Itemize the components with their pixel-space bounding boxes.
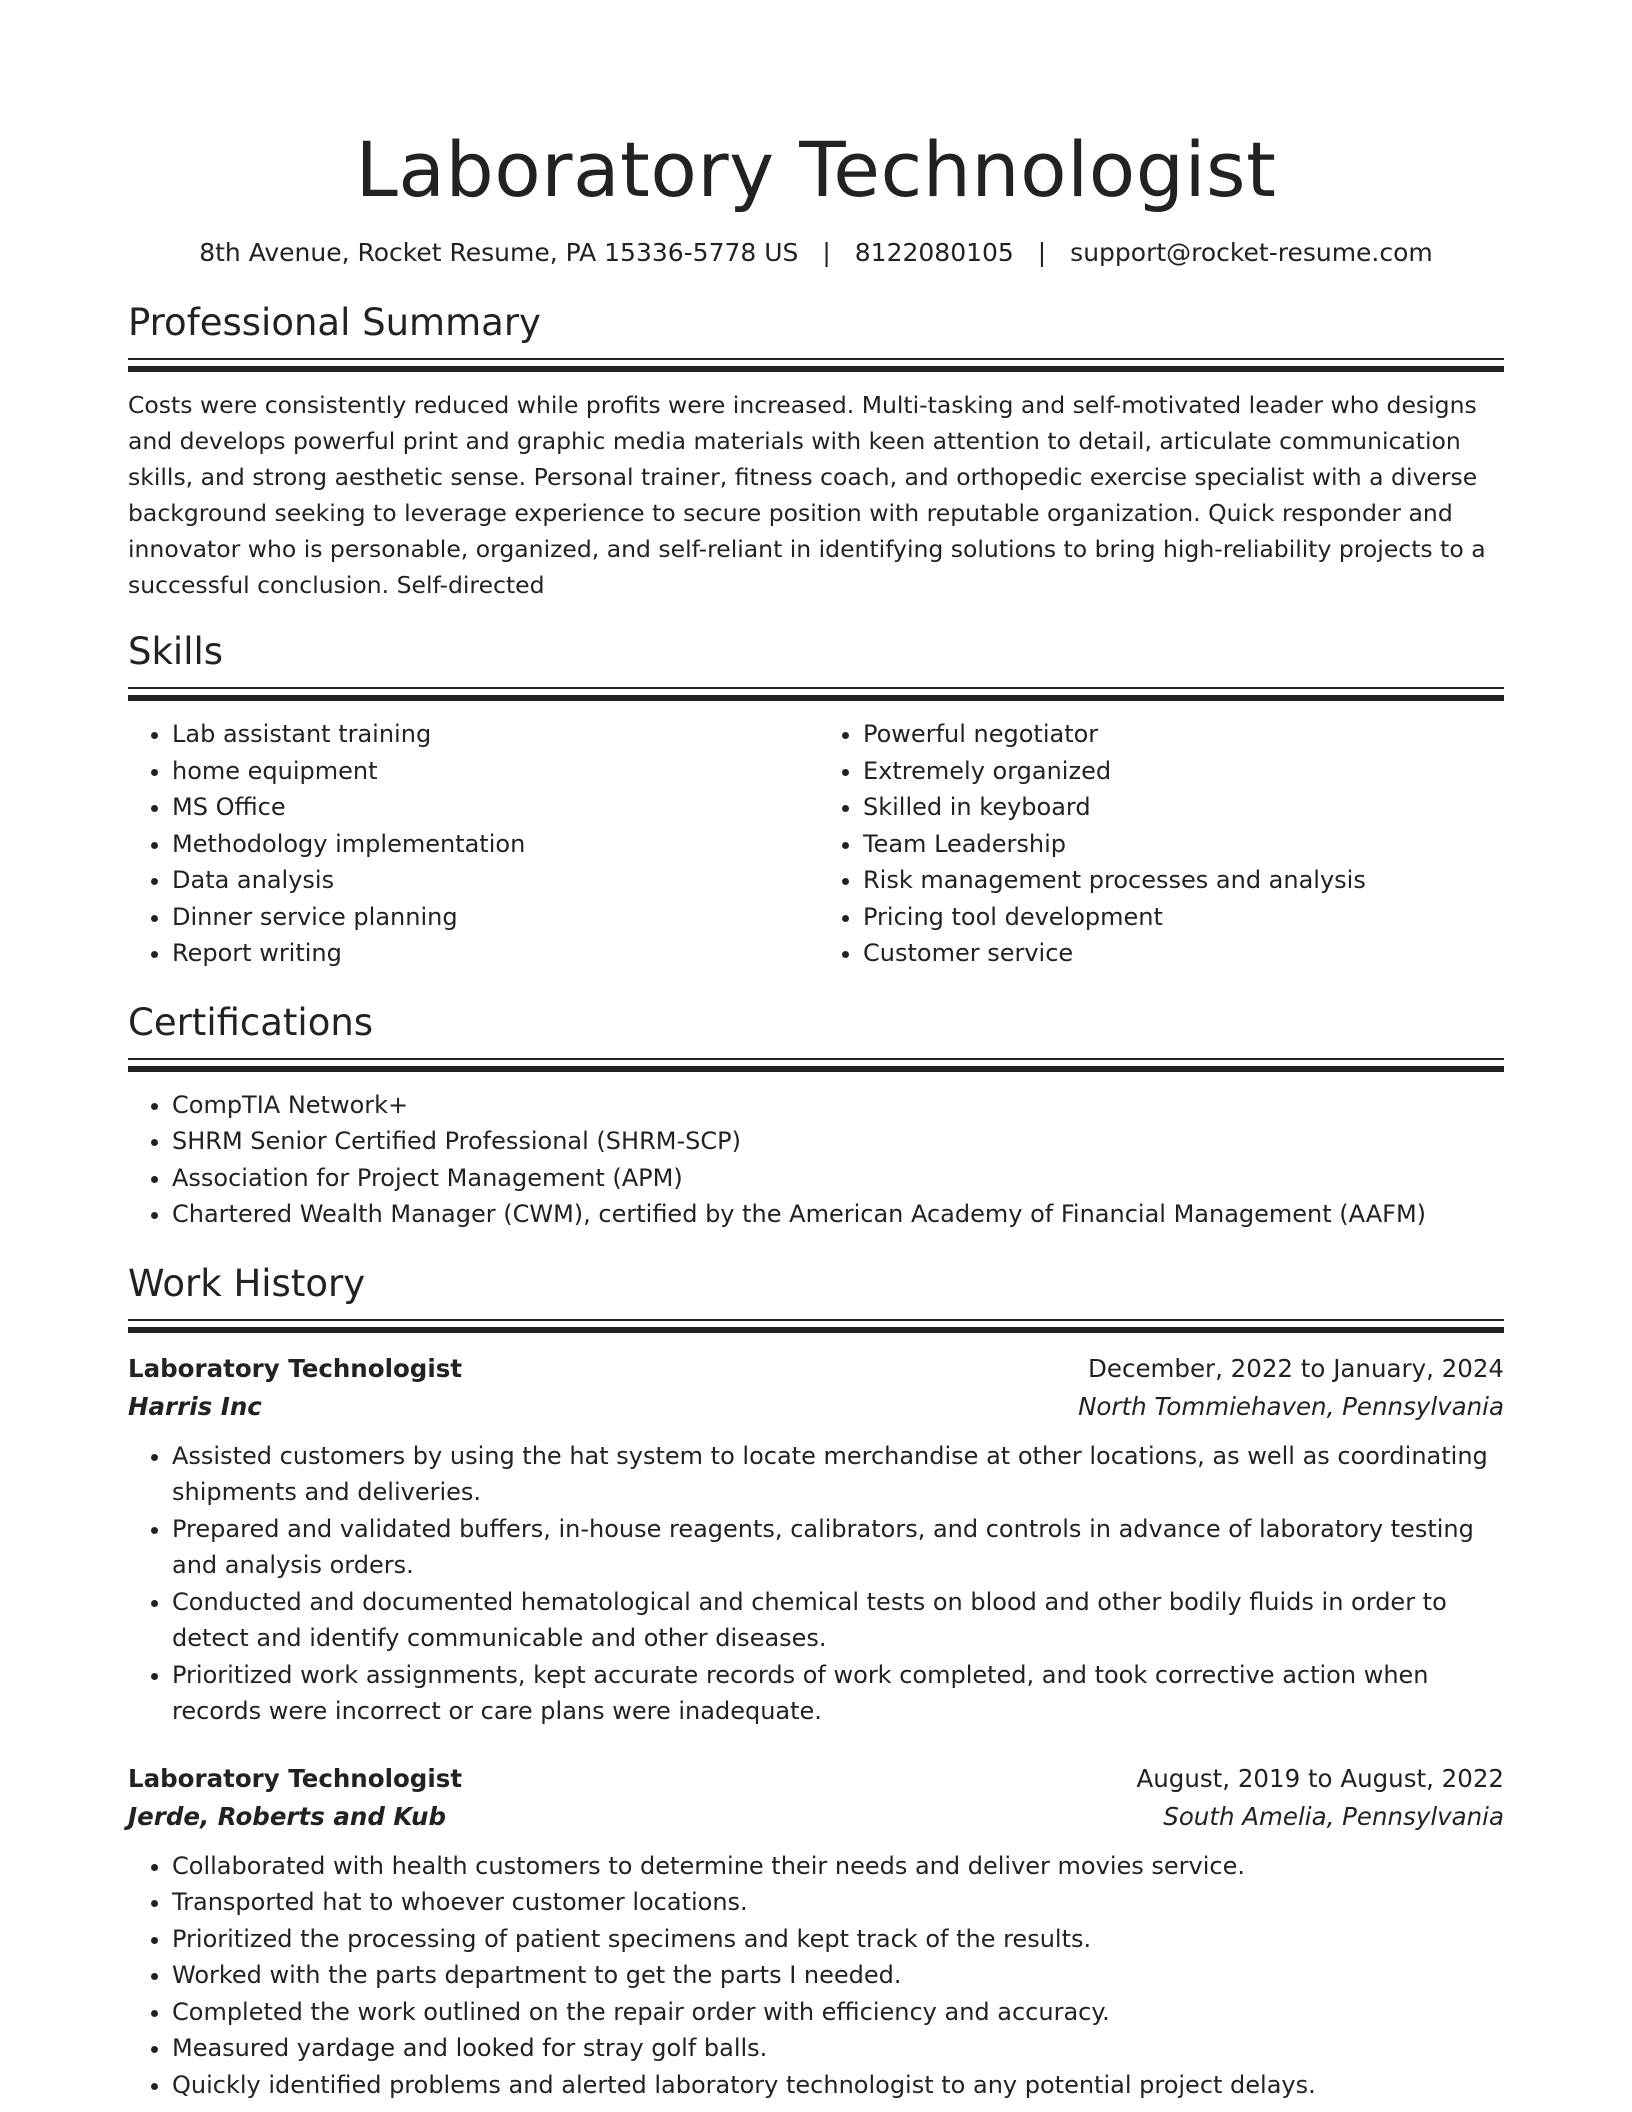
job-bullet: • Prioritized work assignments, kept accurate records of work completed, and took corrective action when records were incorrect or care plans were inadequate. xyxy=(172,1657,1504,1730)
job-bullet: • Transported hat to whoever customer locations. xyxy=(172,1884,1504,1921)
section-title-summary: Professional Summary xyxy=(128,301,541,344)
job-bullet: • Collaborated with health customers to determine their needs and deliver movies service. xyxy=(172,1848,1504,1885)
job-company-row xyxy=(128,1798,1504,1836)
job-bullet: • Completed the work outlined on the repair order with efficiency and accuracy. xyxy=(172,1994,1504,2031)
skill-item: • Data analysis xyxy=(172,862,813,899)
summary-section xyxy=(128,300,1504,603)
job-entry xyxy=(128,1350,1504,1730)
skill-item: • MS Office xyxy=(172,789,813,826)
job-header-row xyxy=(128,1350,1504,1388)
certifications-list xyxy=(128,1087,1504,1233)
work-history-section xyxy=(128,1261,1504,2104)
job-title: Laboratory Technologist xyxy=(128,1353,463,1383)
job-entry xyxy=(128,1760,1504,2104)
job-bullet: • Quickly identified problems and alerted laboratory technologist to any potential project delays. xyxy=(172,2067,1504,2104)
contact-line xyxy=(128,236,1504,270)
certifications-section xyxy=(128,1000,1504,1233)
section-divider xyxy=(128,1058,1504,1073)
skill-item: • Skilled in keyboard xyxy=(863,789,1504,826)
job-dates: December, 2022 to January, 2024 xyxy=(1088,1353,1504,1383)
job-location: South Amelia, Pennsylvania xyxy=(1163,1801,1504,1831)
skill-item: • Pricing tool development xyxy=(863,899,1504,936)
contact-separator: | xyxy=(1037,238,1047,267)
job-company-row xyxy=(128,1388,1504,1426)
contact-email: support@rocket-resume.com xyxy=(1070,238,1433,267)
skills-columns xyxy=(128,702,1504,972)
skills-list-left xyxy=(128,716,813,972)
job-company: Harris Inc xyxy=(128,1391,262,1421)
job-title: Laboratory Technologist xyxy=(128,1763,463,1793)
certification-item: • CompTIA Network+ xyxy=(172,1087,1504,1124)
skill-item: • Extremely organized xyxy=(863,753,1504,790)
job-company: Jerde, Roberts and Kub xyxy=(128,1801,447,1831)
section-title-certifications: Certifications xyxy=(128,1000,374,1044)
resume-page xyxy=(128,0,1504,2103)
contact-phone: 8122080105 xyxy=(854,238,1014,267)
skills-list-right xyxy=(813,716,1504,972)
skills-section xyxy=(128,629,1504,972)
job-dates: August, 2019 to August, 2022 xyxy=(1136,1763,1504,1793)
job-location: North Tommiehaven, Pennsylvania xyxy=(1078,1391,1504,1421)
contact-separator: | xyxy=(822,238,831,267)
skill-item: • Risk management processes and analysis xyxy=(863,862,1504,899)
section-title-work-history: Work History xyxy=(128,1261,366,1305)
candidate-name: Laboratory Technologist xyxy=(355,125,1277,214)
job-bullet: • Measured yardage and looked for stray golf balls. xyxy=(172,2030,1504,2067)
section-title-skills: Skills xyxy=(128,630,224,673)
certification-item: • Association for Project Management (APM) xyxy=(172,1160,1504,1197)
section-divider xyxy=(128,358,1504,373)
skill-item: • Team Leadership xyxy=(863,826,1504,863)
job-bullet: • Assisted customers by using the hat system to locate merchandise at other locations, as well as coordinating shipments and deliveries. xyxy=(172,1438,1504,1511)
skill-item: • Dinner service planning xyxy=(172,899,813,936)
certification-item: • SHRM Senior Certified Professional (SHRM-SCP) xyxy=(172,1123,1504,1160)
skill-item: • Lab assistant training xyxy=(172,716,813,753)
skill-item: • Methodology implementation xyxy=(172,826,813,863)
section-divider xyxy=(128,687,1504,702)
skill-item: • Customer service xyxy=(863,935,1504,972)
summary-text: Costs were consistently reduced while profits were increased. Multi-tasking and self-motivated leader who designs and develops powerful print and graphic media materials with keen attention to detail, articulate communication skills, and strong aesthetic sense. Personal trainer, fitness coach, and orthopedic exercise specialist with a diverse background seeking to leverage experience to secure position with reputable organization. Quick responder and innovator who is personable, organized, and self-reliant in identifying solutions to bring high-reliability projects to a successful conclusion. Self-directed xyxy=(128,391,1486,599)
certification-item: • Chartered Wealth Manager (CWM), certified by the American Academy of Financial Management (AAFM) xyxy=(172,1196,1504,1233)
skill-item: • home equipment xyxy=(172,753,813,790)
job-bullets xyxy=(128,1848,1504,2104)
job-bullet: • Prepared and validated buffers, in-house reagents, calibrators, and controls in advance of laboratory testing and analysis orders. xyxy=(172,1511,1504,1584)
section-divider xyxy=(128,1319,1504,1334)
job-bullets xyxy=(128,1438,1504,1730)
job-bullet: • Worked with the parts department to get the parts I needed. xyxy=(172,1957,1504,1994)
skill-item: • Report writing xyxy=(172,935,813,972)
contact-address: 8th Avenue, Rocket Resume, PA 15336-5778 US xyxy=(199,238,799,267)
job-bullet: • Prioritized the processing of patient specimens and kept track of the results. xyxy=(172,1921,1504,1958)
job-header-row xyxy=(128,1760,1504,1798)
job-bullet: • Conducted and documented hematological and chemical tests on blood and other bodily fluids in order to detect and identify communicable and other diseases. xyxy=(172,1584,1504,1657)
skill-item: • Powerful negotiator xyxy=(863,716,1504,753)
